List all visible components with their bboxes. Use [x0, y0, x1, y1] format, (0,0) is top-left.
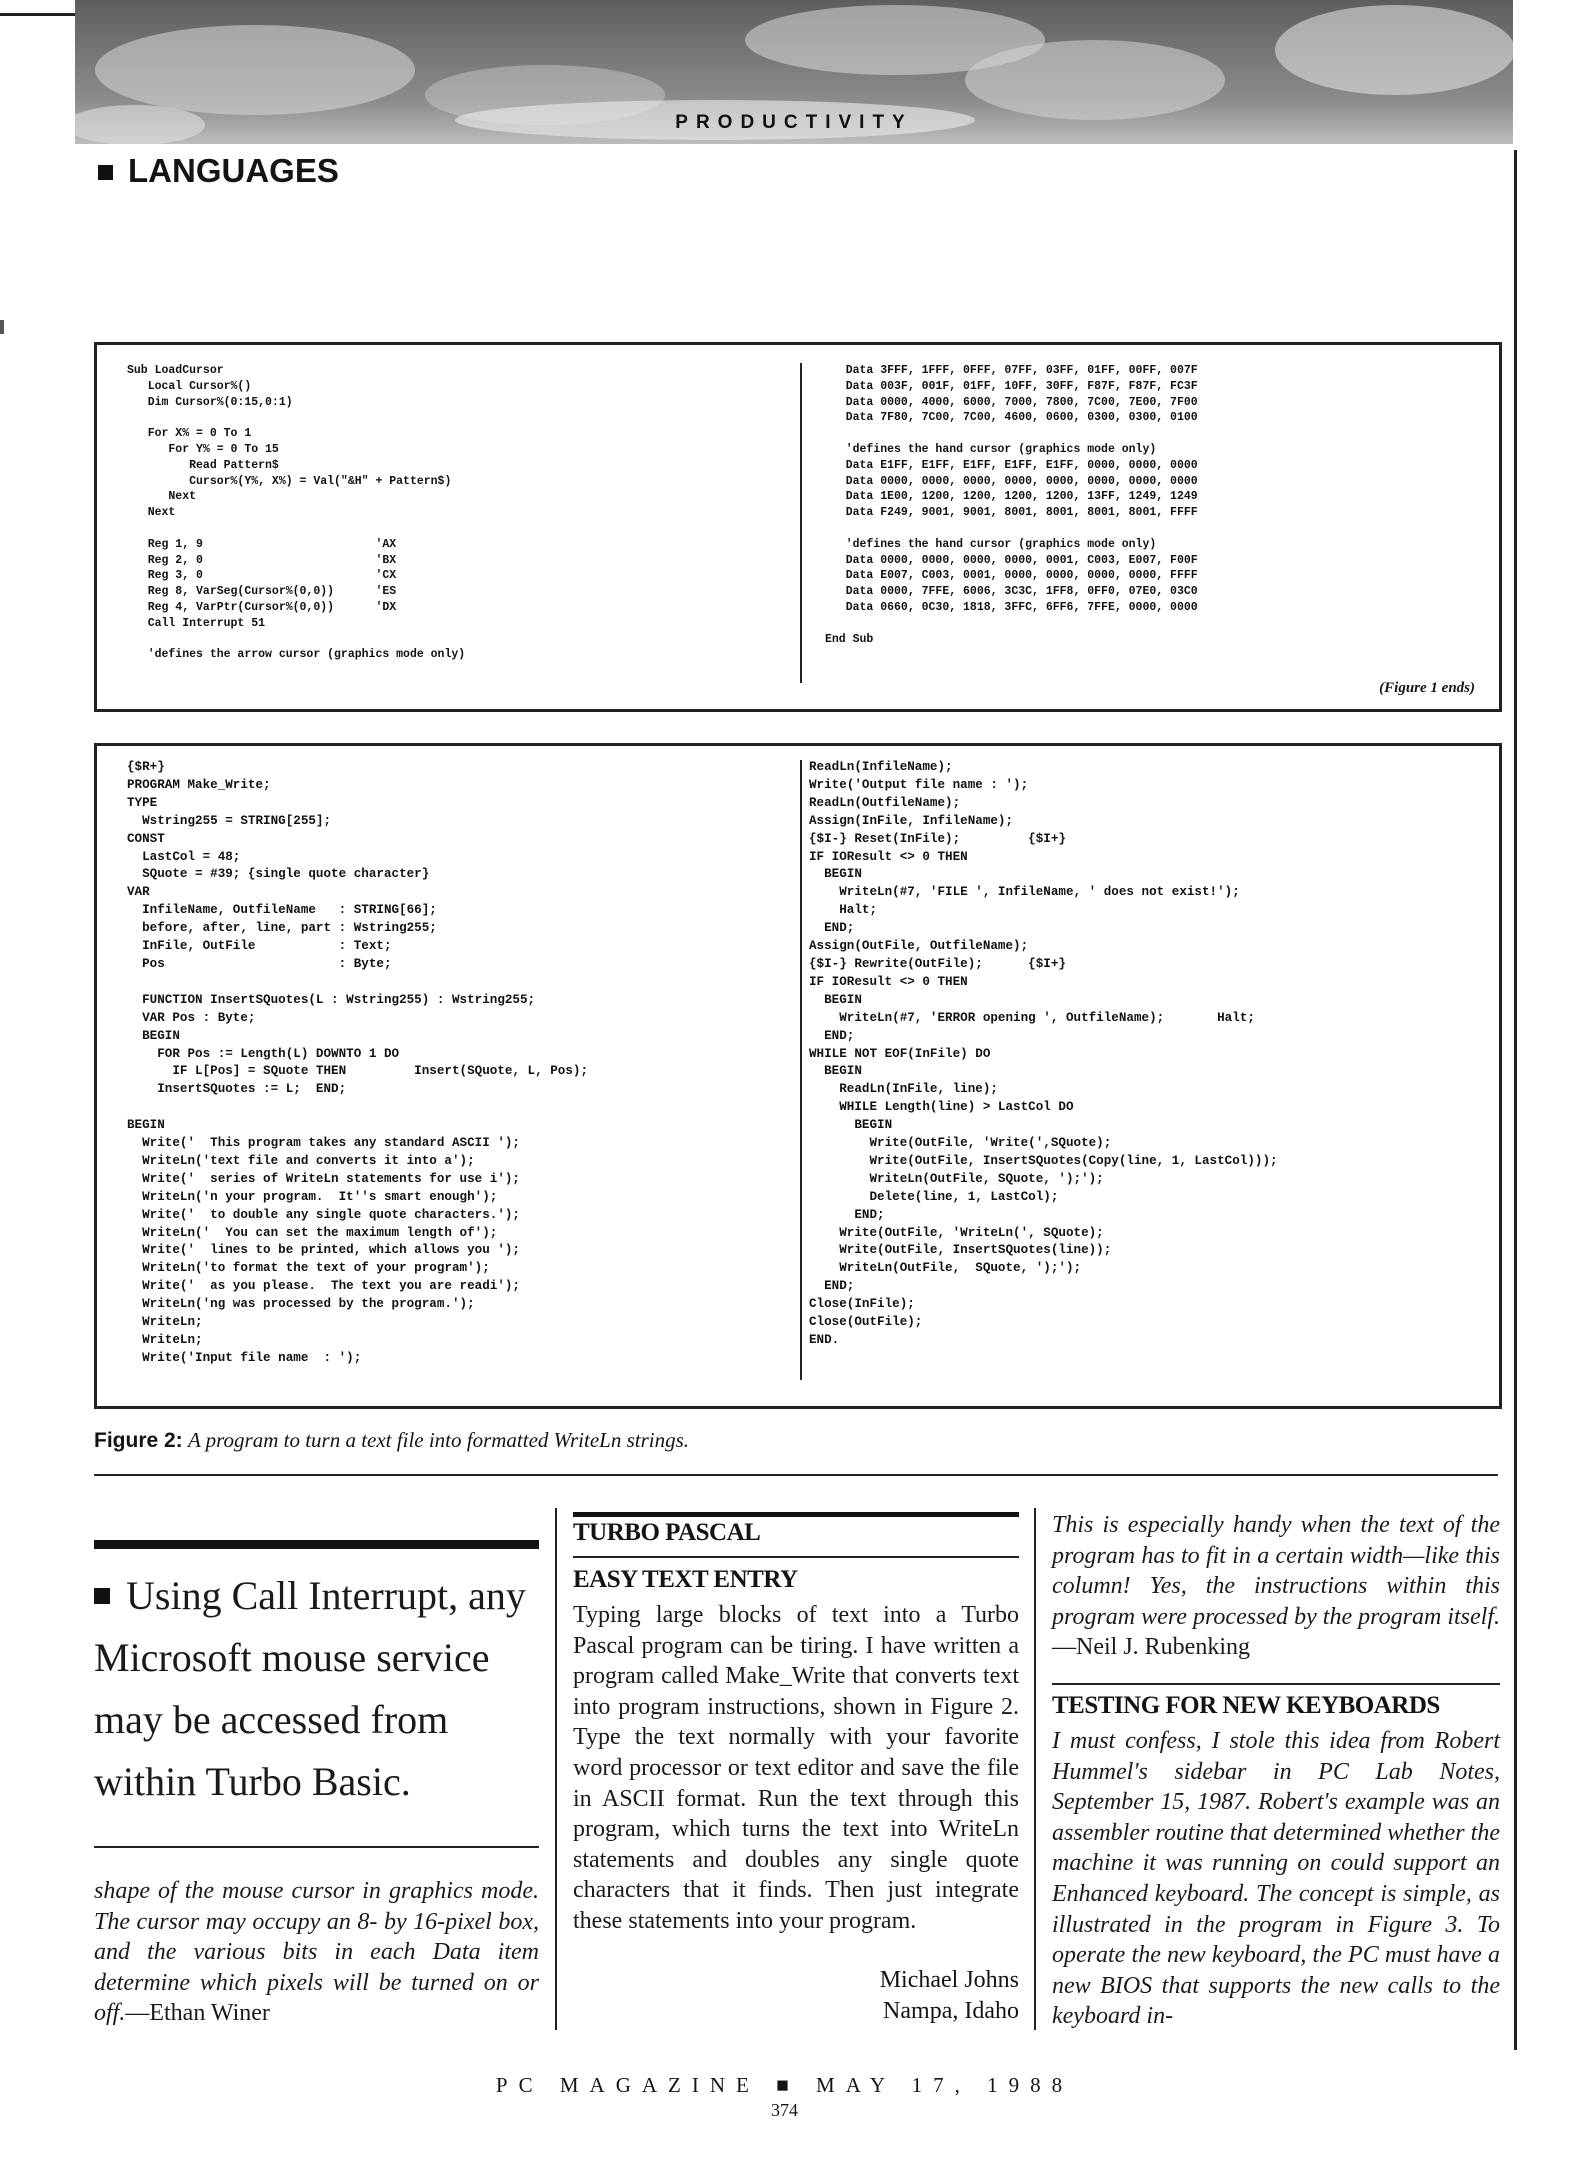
department-title: LANGUAGES [128, 152, 339, 189]
pull-quote-top-rule [94, 1540, 539, 1549]
page-number: 374 [771, 2100, 798, 2120]
figure2-code-left: {$R+} PROGRAM Make_Write; TYPE Wstring255 = STRING[255]; CONST LastCol = 48; SQuote = #39; {single quote character} VAR InfileName, OutfileName : STRING[66]; before, after, line, part : Wstring255; InFile, OutFile : Text; Pos : Byte; FUNCTION InsertSQuotes(L : Wstring255) : Wstring255; VAR Pos : Byte; BEGIN FOR Pos := Length(L) DOWNTO 1 DO IF L[Pos] = SQuote THEN Insert(SQuote, L, Pos); InsertSQuotes := L; END; BEGIN Write(' This program takes any standard ASCII '); WriteLn('text file and converts it into a'); Write(' series of WriteLn statements for use i'); WriteLn('n your program. It''s smart enough'); Write(' to double any single quote characters.'); WriteLn(' You can set the maximum length of'); Write(' lines to be printed, which allows you '); WriteLn('to format the text of your program'); Write(' as you please. The text you are readi'); WriteLn('ng was processed by the program.'); WriteLn; WriteLn; Write('Input file name : '); [127, 760, 589, 1365]
column2-author [573, 1965, 1019, 2026]
footer-magazine: PC MAGAZINE ■ MAY 17, 1988 [495, 2073, 1074, 2097]
header-banner [75, 0, 1513, 144]
editor-signoff: —Neil J. Rubenking [1052, 1634, 1250, 1661]
editor-note [1052, 1510, 1500, 1663]
bullet-square-icon [98, 165, 113, 180]
column3-section-rule [1052, 1683, 1500, 1685]
figure1-code-left: Sub LoadCursor Local Cursor%() Dim Cursor%(0:15,0:1) For X% = 0 To 1 For Y% = 0 To 15 Read Pattern$ Cursor%(Y%, X%) = Val("&H" + Pattern$) Next Next Reg 1, 9 'AX Reg 2, 0 'BX Reg 3, 0 'CX Reg 8, VarSeg(Cursor%(0,0)) 'ES Reg 4, VarPtr(Cursor%(0,0)) 'DX Call Interrupt 51 'defines the arrow cursor (graphics mode only) [127, 364, 466, 662]
column2-heading: TURBO PASCAL [573, 1519, 761, 1546]
margin-tick [0, 320, 4, 334]
figure1-ends-label: (Figure 1 ends) [1379, 680, 1475, 696]
figure2-box [94, 743, 1502, 1409]
author-location: Nampa, Idaho [883, 1997, 1019, 2024]
section-label: PRODUCTIVITY [675, 112, 913, 133]
figure2-code-right: ReadLn(InfileName); Write('Output file name : '); ReadLn(OutfileName); Assign(InFile, InfileName); {$I-} Reset(InFile); {$I+} IF IOResult <> 0 THEN BEGIN WriteLn(#7, 'FILE ', InfileName, ' does not exist!'); Halt; END; Assign(OutFile, OutfileName); {$I-} Rewrite(OutFile); {$I+} IF IOResult <> 0 THEN BEGIN WriteLn(#7, 'ERROR opening ', OutfileName); Halt; END; WHILE NOT EOF(InFile) DO BEGIN ReadLn(InFile, line); WHILE Length(line) > LastCol DO BEGIN Write(OutFile, 'Write(',SQuote); Write(OutFile, InsertSQuotes(Copy(line, 1, LastCol))); WriteLn(OutFile, SQuote, ');'); Delete(line, 1, LastCol); END; Write(OutFile, 'WriteLn(', SQuote); Write(OutFile, InsertSQuotes(line)); WriteLn(OutFile, SQuote, ');'); END; Close(InFile); Close(OutFile); END. [809, 760, 1278, 1347]
column3-heading: TESTING FOR NEW KEYBOARDS [1052, 1692, 1440, 1719]
column2-heading-rule [573, 1556, 1019, 1558]
figure2-caption [94, 1428, 689, 1453]
figure2-caption-text: A program to turn a text file into formatted WriteLn strings. [187, 1428, 690, 1452]
editor-note-text: This is especially handy when the text of the program has to fit in a certain width—like this column! Yes, the instructions within this program were processed by the program itself. [1052, 1512, 1500, 1630]
column-divider-left [555, 1508, 557, 2030]
bullet-square-icon [94, 1588, 110, 1604]
figure1-box [94, 342, 1502, 712]
pull-quote-text: Using Call Interrupt, any Microsoft mouse service may be accessed from within Turbo Basic. [94, 1573, 526, 1804]
figure2-column-divider [800, 760, 802, 1380]
pull-quote-bottom-rule [94, 1846, 539, 1848]
column2-body: Typing large blocks of text into a Turbo Pascal program can be tiring. I have written a program called Make_Write that converts text into program instructions, shown in Figure 2. Type the text normally with your favorite word processor or text editor and save the file in ASCII format. Run the text through this program, which turns the text into WriteLn statements and doubles any single quote characters that it finds. Then just integrate these statements into your program. [573, 1602, 1019, 1934]
column3-body: I must confess, I stole this idea from Robert Hummel's sidebar in PC Lab Notes, September 15, 1987. Robert's example was an assembler routine that determined whether the machine it was running on could support an Enhanced keyboard. The concept is simple, as illustrated in the program in Figure 3. To operate the new keyboard, the PC must have a new BIOS that supports the new calls to the keyboard in- [1052, 1728, 1500, 2030]
author-name: Michael Johns [879, 1967, 1019, 1993]
column1-body-text: shape of the mouse cursor in graphics mode. The cursor may occupy an 8- by 16-pixel box, and the various bits in each Data item determine which pixels will be turned on or off. [94, 1878, 539, 2027]
figure2-caption-label: Figure 2: [94, 1429, 183, 1452]
column1-signoff: —Ethan Winer [125, 2000, 270, 2027]
pull-quote [94, 1565, 539, 1813]
column1-body [94, 1876, 539, 2029]
column2-top-rule [573, 1512, 1019, 1517]
figure1-code-right: Data 3FFF, 1FFF, 0FFF, 07FF, 03FF, 01FF, 00FF, 007F Data 003F, 001F, 01FF, 10FF, 30FF, F87F, F87F, FC3F Data 0000, 4000, 6000, 7000, 7800, 7C00, 7E00, 7F00 Data 7F80, 7C00, 7C00, 4600, 0600, 0300, 0300, 0100 'defines the hand cursor (graphics mode only) Data E1FF, E1FF, E1FF, E1FF, E1FF, 0000, 0000, 0000 Data 0000, 0000, 0000, 0000, 0000, 0000, 0000, 0000 Data 1E00, 1200, 1200, 1200, 1200, 13FF, 1249, 1249 Data F249, 9001, 9001, 8001, 8001, 8001, 8001, FFFF 'defines the hand cursor (graphics mode only) Data 0000, 0000, 0000, 0000, 0001, C003, E007, F00F Data E007, C003, 0001, 0000, 0000, 0000, 0000, FFFF Data 0000, 7FFE, 6006, 3C3C, 1FF8, 0FF0, 07E0, 03C0 Data 0660, 0C30, 1818, 3FFC, 6FF6, 7FFE, 0000, 0000 End Sub [825, 364, 1198, 646]
column-divider-right [1034, 1508, 1036, 2030]
column2-subheading: EASY TEXT ENTRY [573, 1566, 798, 1593]
right-margin-rule [1514, 150, 1517, 2050]
figure1-column-divider [800, 363, 802, 683]
caption-rule [94, 1474, 1498, 1476]
